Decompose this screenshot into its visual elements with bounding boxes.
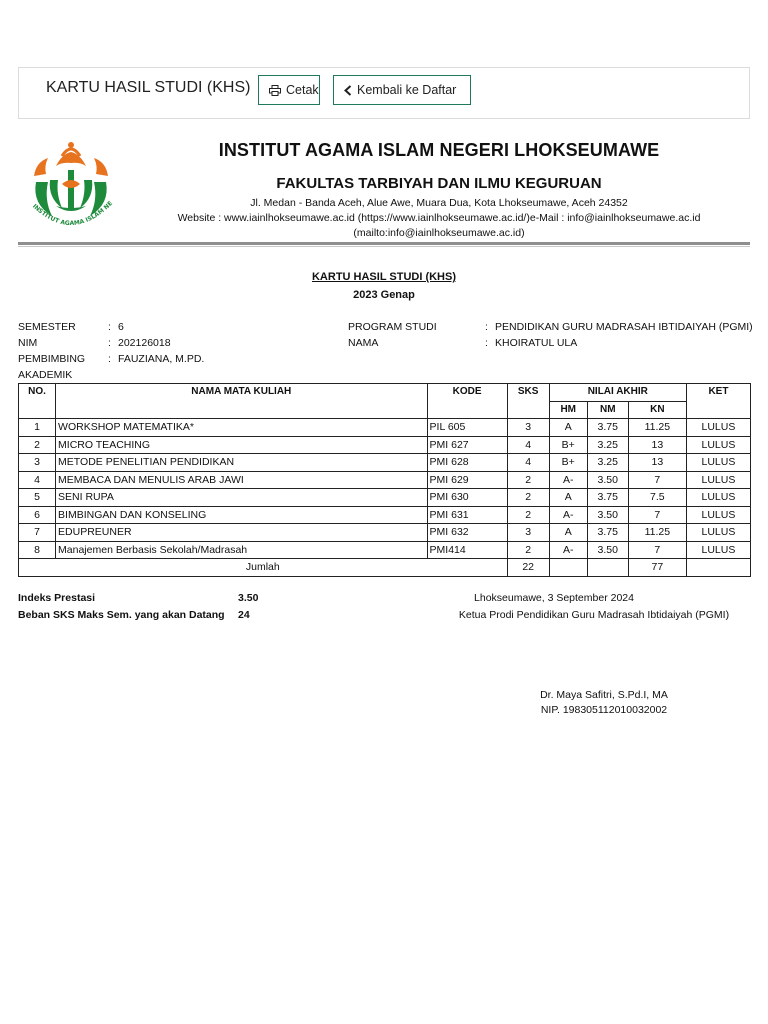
row-sks: 3 [507, 419, 549, 437]
row-kn: 11.25 [628, 419, 686, 437]
row-nm: 3.75 [587, 524, 628, 542]
student-info-left [18, 319, 338, 383]
row-nm: 3.25 [587, 454, 628, 472]
total-sks: 22 [507, 559, 549, 577]
row-ket: LULUS [686, 471, 750, 489]
table-row [19, 489, 751, 507]
row-no: 5 [19, 489, 56, 507]
row-kn: 13 [628, 436, 686, 454]
letterhead-divider-thin [18, 246, 750, 247]
signature-place-date: Lhokseumawe, 3 September 2024 [474, 592, 634, 604]
row-sks: 4 [507, 454, 549, 472]
total-empty [686, 559, 750, 577]
total-label: Jumlah [19, 559, 508, 577]
separator: : [108, 353, 111, 365]
row-sks: 2 [507, 541, 549, 559]
nim-value: 202126018 [118, 337, 171, 349]
row-hm: B+ [549, 454, 587, 472]
row-nm: 3.50 [587, 506, 628, 524]
print-button[interactable] [258, 75, 320, 105]
table-row [19, 436, 751, 454]
website-line-2: (mailto:info@iainlhokseumawe.ac.id) [353, 227, 525, 239]
row-sks: 2 [507, 471, 549, 489]
total-empty [549, 559, 587, 577]
print-icon [269, 85, 281, 96]
logo-text: INSTITUT AGAMA ISLAM NE [31, 199, 115, 228]
separator: : [485, 337, 488, 349]
row-course: MEMBACA DAN MENULIS ARAB JAWI [56, 471, 428, 489]
column-header-sks: SKS [507, 384, 549, 419]
table-row [19, 454, 751, 472]
row-code: PMI414 [427, 541, 507, 559]
row-ket: LULUS [686, 436, 750, 454]
document-title: KARTU HASIL STUDI (KHS) [311, 271, 456, 283]
row-kn: 13 [628, 454, 686, 472]
ip-value: 3.50 [238, 592, 259, 604]
document-period: 2023 Genap [353, 289, 415, 301]
row-no: 8 [19, 541, 56, 559]
row-no: 1 [19, 419, 56, 437]
row-ket: LULUS [686, 489, 750, 507]
row-kn: 7 [628, 506, 686, 524]
row-hm: A [549, 489, 587, 507]
total-empty [587, 559, 628, 577]
name-label: NAMA [348, 337, 379, 349]
row-no: 4 [19, 471, 56, 489]
address-block [130, 196, 748, 241]
back-to-list-button[interactable] [333, 75, 471, 105]
separator: : [108, 321, 111, 333]
row-no: 6 [19, 506, 56, 524]
row-code: PMI 629 [427, 471, 507, 489]
row-kn: 7 [628, 471, 686, 489]
row-course: WORKSHOP MATEMATIKA* [56, 419, 428, 437]
row-no: 7 [19, 524, 56, 542]
letterhead-divider [18, 242, 750, 245]
row-code: PMI 630 [427, 489, 507, 507]
row-kn: 7 [628, 541, 686, 559]
row-ket: LULUS [686, 419, 750, 437]
back-button-label: Kembali ke Daftar [357, 83, 457, 97]
separator: : [108, 337, 111, 349]
row-nm: 3.50 [587, 471, 628, 489]
faculty-name: FAKULTAS TARBIYAH DAN ILMU KEGURUAN [276, 175, 602, 192]
table-total-row [19, 559, 751, 577]
row-ket: LULUS [686, 541, 750, 559]
website-line-1: Website : www.iainlhokseumawe.ac.id (https://www.iainlhokseumawe.ac.id/)e-Mail : info@iainlhokseumawe.ac.id [177, 212, 701, 224]
nim-label: NIM [18, 337, 38, 349]
table-row [19, 524, 751, 542]
row-course: Manajemen Berbasis Sekolah/Madrasah [56, 541, 428, 559]
advisor-value: FAUZIANA, M.PD. [118, 353, 205, 365]
table-row [19, 471, 751, 489]
table-header-row [19, 384, 751, 402]
row-code: PMI 628 [427, 454, 507, 472]
row-sks: 4 [507, 436, 549, 454]
ip-label: Indeks Prestasi [18, 592, 96, 604]
row-sks: 2 [507, 506, 549, 524]
row-course: METODE PENELITIAN PENDIDIKAN [56, 454, 428, 472]
row-nm: 3.50 [587, 541, 628, 559]
row-sks: 2 [507, 489, 549, 507]
student-info-right [348, 319, 753, 351]
semester-value: 6 [118, 321, 124, 333]
column-header-code: KODE [427, 384, 507, 419]
row-nm: 3.25 [587, 436, 628, 454]
row-course: MICRO TEACHING [56, 436, 428, 454]
separator: : [485, 321, 488, 333]
row-no: 3 [19, 454, 56, 472]
toolbar-title: KARTU HASIL STUDI (KHS) [46, 79, 251, 96]
row-kn: 11.25 [628, 524, 686, 542]
row-nm: 3.75 [587, 419, 628, 437]
print-button-label: Cetak [286, 83, 319, 97]
row-course: BIMBINGAN DAN KONSELING [56, 506, 428, 524]
row-hm: A- [549, 471, 587, 489]
column-header-grade: NILAI AKHIR [549, 384, 686, 402]
row-hm: B+ [549, 436, 587, 454]
toolbar [18, 67, 750, 119]
row-ket: LULUS [686, 506, 750, 524]
row-kn: 7.5 [628, 489, 686, 507]
max-sks-label: Beban SKS Maks Sem. yang akan Datang [18, 609, 225, 621]
row-code: PMI 632 [427, 524, 507, 542]
semester-label: SEMESTER [18, 321, 76, 333]
row-course: EDUPREUNER [56, 524, 428, 542]
table-row [19, 506, 751, 524]
signature-position: Ketua Prodi Pendidikan Guru Madrasah Ibtidaiyah (PGMI) [458, 609, 730, 621]
row-hm: A [549, 419, 587, 437]
advisor-label-2: AKADEMIK [18, 369, 73, 381]
name-value: KHOIRATUL ULA [495, 337, 578, 349]
column-header-ket: KET [686, 384, 750, 419]
grades-table [18, 383, 751, 577]
column-header-kn: KN [628, 401, 686, 419]
row-ket: LULUS [686, 454, 750, 472]
advisor-label: PEMBIMBING [18, 353, 86, 365]
institution-logo [22, 136, 120, 234]
row-hm: A- [549, 541, 587, 559]
institution-name: INSTITUT AGAMA ISLAM NEGERI LHOKSEUMAWE [218, 140, 660, 160]
signature-nip: NIP. 198305112010032002 [540, 704, 668, 716]
address: Jl. Medan - Banda Aceh, Alue Awe, Muara Dua, Kota Lhokseumawe, Aceh 24352 [250, 197, 628, 209]
total-kn: 77 [628, 559, 686, 577]
row-sks: 3 [507, 524, 549, 542]
program-label: PROGRAM STUDI [348, 321, 437, 333]
max-sks-value: 24 [238, 609, 250, 621]
row-hm: A- [549, 506, 587, 524]
table-row [19, 419, 751, 437]
table-row [19, 541, 751, 559]
chevron-left-icon [344, 85, 352, 96]
column-header-nm: NM [587, 401, 628, 419]
row-code: PMI 631 [427, 506, 507, 524]
row-nm: 3.75 [587, 489, 628, 507]
row-ket: LULUS [686, 524, 750, 542]
column-header-hm: HM [549, 401, 587, 419]
row-no: 2 [19, 436, 56, 454]
signature-name: Dr. Maya Safitri, S.Pd.I, MA [540, 689, 668, 701]
row-hm: A [549, 524, 587, 542]
row-course: SENI RUPA [56, 489, 428, 507]
program-value: PENDIDIKAN GURU MADRASAH IBTIDAIYAH (PGMI) [495, 321, 753, 333]
row-code: PMI 627 [427, 436, 507, 454]
column-header-no: NO. [19, 384, 56, 419]
row-code: PIL 605 [427, 419, 507, 437]
column-header-course: NAMA MATA KULIAH [56, 384, 428, 419]
